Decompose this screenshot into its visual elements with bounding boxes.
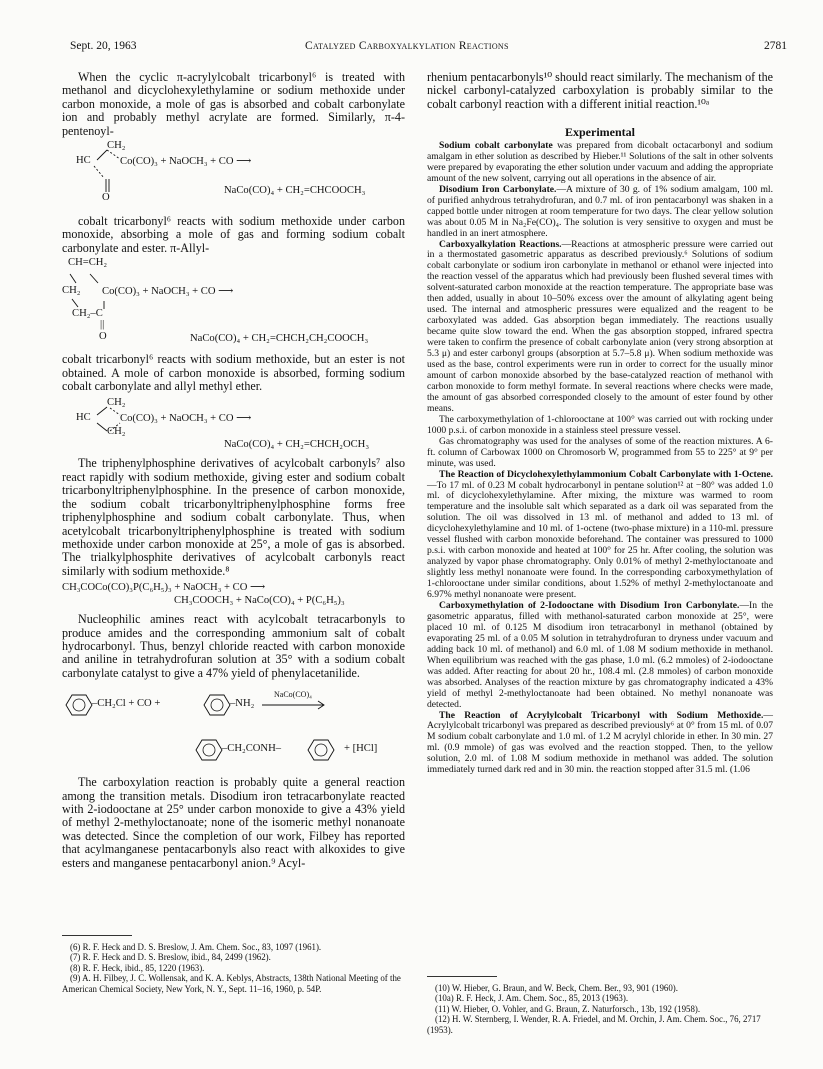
paragraph: Nucleophilic amines react with acylcobalt tetracarbonyls to produce amides and the corresponding ammonium salt of cobalt hydrocarbonyl. Thus, benzyl chloride reacted with carbon monoxide and aniline in tetrahydrofuran solution at 35° with a sodium cobalt carbonylate catalyst to give a 47% yield of phenylacetanilide. [62,612,405,680]
footnote: (11) W. Hieber, O. Vohler, and G. Braun, Z. Naturforsch., 13b, 192 (1958). [435,1003,701,1014]
equation-benzyl [62,690,405,776]
paragraph: rhenium pentacarbonyls¹⁰ should react similarly. The mechanism of the nickel carbonyl-catalyzed carboxylation is probably similar to the cobalt carbonyl reaction with a different initial reaction.¹⁰ᵃ [427,70,773,111]
paragraph-lead: Carboxyalkylation Reactions. [439,238,562,250]
paragraph: cobalt tricarbonyl⁶ reacts with sodium methoxide under carbon monoxide, absorbing a mole of gas and forming sodium cobalt carbonylate and ester. π-Allyl- [62,214,405,255]
eq-amide: –CH₂CONH– [222,743,282,755]
paragraph: The triphenylphosphine derivatives of acylcobalt carbonyls⁷ also react rapidly with sodium methoxide, giving ester and sodium cobalt tricarbonyltriphenylphosphine. In the presence of carbon monoxide, the sodium cobalt tricarbonyltriphenylphosphine forms free triphenylphosphine and sodium cobalt carbonylate. Thus, when acetylcobalt tricarbonyltriphenylphosphine is treated with sodium methoxide under carbon monoxide at 25°, a mole of gas is absorbed. The trialkylphosphite derivatives of acylcobalt carbonyls react similarly with sodium methoxide.⁸ [62,456,405,578]
paragraph [427,185,773,240]
eq-oxygen: O [102,192,110,204]
eq-line: || [100,319,105,331]
paragraph-lead: Sodium cobalt carbonylate [439,139,553,151]
footnote: (12) H. W. Sternberg, I. Wender, R. A. Friedel, and M. Orchin, J. Am. Chem. Soc., 76, 2717 (1953). [427,1014,761,1035]
eq-line: CH₂ [62,285,81,297]
paragraph: The carboxymethylation of 1-chlorooctane at 100° was carried out with rocking under 1000 p.s.i. of carbon monoxide in a stainless steel pressure vessel. [427,413,773,436]
paragraph-lead: The Reaction of Dicyclohexylethylammonium Cobalt Carbonylate with 1-Octene. [439,468,773,480]
paragraph [427,240,773,415]
paragraph: The carboxylation reaction is probably quite a general reaction among the transition metals. Disodium iron tetracarbonylate reacted with 2-iodooctane at 25° under carbon monoxide to give a 43% yield of methyl 2-methyloctanoate; none of the isomeric methyl nonanoate was detected. Since the completion of our work, Filbey has reported that acylmanganese pentacarbonyls also react with alkoxides to give esters and manganese pentacarbonyl anion.⁹ Acyl- [62,775,405,870]
eq-hc: HC [76,412,91,424]
running-date: Sept. 20, 1963 [70,40,137,52]
eq-ch2: CH₂ [107,140,126,152]
equation-pentenoyl [62,255,405,353]
eq-products: CH₃COOCH₃ + NaCo(CO)₄ + P(C₆H₅)₃ [174,595,345,607]
paragraph [427,601,773,711]
footnote: (10) W. Hieber, G. Braun, and W. Beck, Chem. Ber., 93, 901 (1960). [435,983,678,993]
section-heading: Experimental [565,125,635,139]
footnote-rule [427,976,497,977]
eq-products: NaCo(CO)₄ + CH₂=CHCH₂OCH₃ [224,439,370,451]
eq-ch2: CH₂ [107,426,126,438]
experimental-section [427,127,773,776]
paragraph-lead: Carboxymethylation of 2-Iodooctane with Disodium Iron Carbonylate. [439,599,740,611]
equation-triphenylphosphine [62,581,405,613]
right-column-intro [427,71,773,111]
paragraph-body: —In the gasometric apparatus, filled with methanol-saturated carbon monoxide at 25°, were placed 10 ml. of 0.125 M disodium iron tetracarbonyl in methanol (obtained by evaporating 25 ml. of a 0.05 M solution in tetrahydrofuran to dryness under vacuum and adding back 10 ml. of methanol) and 6.0 ml. of 1.08 M sodium methoxide in methanol. When equilibrium was reached with the gas phase, 1.0 ml. (6.2 mmoles) of 2-iodooctane was added. After reacting for about 20 hr., 108.4 ml. (2.8 mmoles) of carbon monoxide was absorbed. Analyses of the reaction mixture by gas chromatography indicated a 43% yield of methyl 2-methyloctanoate had been obtained. No methyl nonanoate was detected. [427,599,773,710]
footnote-rule [62,935,132,936]
paragraph: Gas chromatography was used for the analyses of some of the reaction mixtures. A 6-ft. column of Carbowax 1000 on Chromosorb W, programmed from 55 to 225° at 9° per minute, was used. [427,435,773,469]
eq-products: NaCo(CO)₄ + CH₂=CHCH₂CH₂COOCH₃ [190,333,369,345]
paragraph: cobalt tricarbonyl⁶ reacts with sodium methoxide, but an ester is not obtained. A mole of carbon monoxide is absorbed, forming sodium cobalt carbonylate and allyl methyl ether. [62,352,405,394]
equation-allyl [62,399,405,457]
eq-catalyst: NaCo(CO)₄ [274,690,312,700]
page-number: 2781 [764,40,787,52]
paragraph-body: —Acrylylcobalt tricarbonyl was prepared as described previously⁶ at 0° from 15 ml. of 0.07 M sodium cobalt carbonylate and 1.0 ml. of 1.2 M acrylyl chloride in ether. In 30 min. 27 ml. (0.9 mmole) of gas was evolved and the reaction stopped. Then, to the yellow solution, 2.0 ml. of 1.08 M sodium methoxide in methanol was added. The solution immediately turned dark red and in 30 min. the reaction stopped after 31.5 ml. (1.06 [427,709,773,776]
paragraph-lead: Disodium Iron Carbonylate. [439,183,557,195]
footnote: (8) R. F. Heck, ibid., 85, 1220 (1963). [70,962,205,973]
running-title: Catalyzed Carboxyalkylation Reactions [305,40,509,52]
paragraph [427,141,773,185]
eq-products: NaCo(CO)₄ + CH₂=CHCOOCH₃ [224,185,366,197]
eq-reactants: –CH₂Cl + CO + [92,698,161,710]
paragraph-body: —Reactions at atmospheric pressure were carried out in a thermostated gasometric apparatus as described previously.⁶ Solutions of sodium cobalt carbonylate or sodium iron carbonylate in methanol or ethanol were injected into the reaction vessel of the apparatus which had previously been flushed several times with solvent-saturated carbon monoxide at the reaction temperature. The appropriate base was then added, usually in about 10–50% excess over the amount of alkylating agent being used. The internal and atmospheric pressures were equalized and the reagent to be carboxylated was added. Gas absorption began immediately. The reactions usually became quite slow toward the end. When the gas absorption stopped, infrared spectra were taken to confirm the presence of cobalt carbonylate anion (very strong absorption at 5.3 μ) and ester carbonyl groups (absorption at 5.7–5.8 μ). When sodium methoxide was used as the base, control experiments were run in order to correct for the usually minor amount of carbon monoxide absorbed by the base-catalyzed reaction of methanol with carbon monoxide to form methyl formate. In several reactions where checks were made, the amount of gas absorbed corresponded closely to the amount of ester found by other means. [427,238,773,414]
eq-line: O [99,331,107,343]
paragraph-body: —A mixture of 30 g. of 1% sodium amalgam, 100 ml. of purified anhydrous tetrahydrofuran, and 0.7 ml. of iron pentacarbonyl was shaken in a capped bottle under nitrogen at room temperature for two days. The clear yellow solution was about 0.05 M in Na₂Fe(CO)₄. The solution is very sensitive to oxygen and must be handled in an inert atmosphere. [427,183,773,239]
eq-aniline: –NH₂ [230,698,255,710]
eq-line: CH₂–C [72,308,103,320]
eq-reactants: Co(CO)₃ + NaOCH₃ + CO ⟶ [120,156,252,168]
paragraph-body: was prepared from dicobalt octacarbonyl and sodium amalgam in ether solution as described by Hieber.¹¹ Solutions of the salt in other solvents were prepared by evaporating the ether solution under vacuum and adding the appropriate amount of the new solvent, carrying out all operations in the absence of air. [427,139,773,184]
footnote: (6) R. F. Heck and D. S. Breslow, J. Am. Chem. Soc., 83, 1097 (1961). [70,942,322,952]
paragraph-lead: The Reaction of Acrylylcobalt Tricarbonyl with Sodium Methoxide. [439,709,764,721]
paragraph [427,470,773,601]
eq-ch2: CH₂ [107,397,126,409]
eq-reactants: Co(CO)₃ + NaOCH₃ + CO ⟶ [120,413,252,425]
eq-line: CH=CH₂ [68,257,108,269]
footnote: (9) A. H. Filbey, J. C. Wollensak, and K. A. Keblys, Abstracts, 138th National Meeting of the American Chemical Society, New York, N. Y., Sept. 11–16, 1960, p. 54P. [62,973,401,994]
equation-acrylyl [62,140,405,235]
left-footnotes [62,942,405,994]
footnote: (10a) R. F. Heck, J. Am. Chem. Soc., 85, 2013 (1963). [435,993,629,1004]
eq-hcl: + [HCl] [344,743,378,755]
eq-hc: HC [76,155,91,167]
footnote: (7) R. F. Heck and D. S. Breslow, ibid., 84, 2499 (1962). [70,952,271,963]
eq-reactants: CH₃COCo(CO)₃P(C₆H₅)₃ + NaOCH₃ + CO ⟶ [62,582,266,594]
paragraph: When the cyclic π-acrylylcobalt tricarbonyl⁶ is treated with methanol and dicyclohexylethylamine or sodium methoxide under carbon monoxide, a mole of gas is absorbed and cobalt carbonylate ion and probably methyl acrylate are formed. Similarly, π-4-pentenoyl- [62,70,405,138]
paragraph [427,711,773,777]
right-footnotes [427,983,773,1035]
eq-reactants: Co(CO)₃ + NaOCH₃ + CO ⟶ [102,286,234,298]
left-column [62,71,405,870]
paragraph-body: —To 17 ml. of 0.23 M cobalt hydrocarbonyl in pentane solution¹² at −80° was added 1.0 ml. of dicyclohexylethylamine. After mixing, the mixture was warmed to room temperature and the insoluble salt which separated as a dark oil was separated from the solution. The oil was dissolved in 13 ml. of methanol and added to 13 ml. of dicyclohexylethylamine and 10 ml. of 1-octene (two-phase mixture) in a 110-ml. pressure vessel flushed with carbon monoxide beforehand. The container was pressured to 1000 p.s.i. with carbon monoxide and heated at 100° for 25 hr. After cooling, the solution was analyzed by vapor phase chromatography. Only 0.01% of methyl 2-methyloctanoate and slightly less methyl nonanoate were found. In the corresponding carboxymethylation of 1-chlorooctane under similar conditions, about 1.52% of methyl 2-methyloctanoate and 6.97% methyl nonanoate were present. [427,479,773,601]
